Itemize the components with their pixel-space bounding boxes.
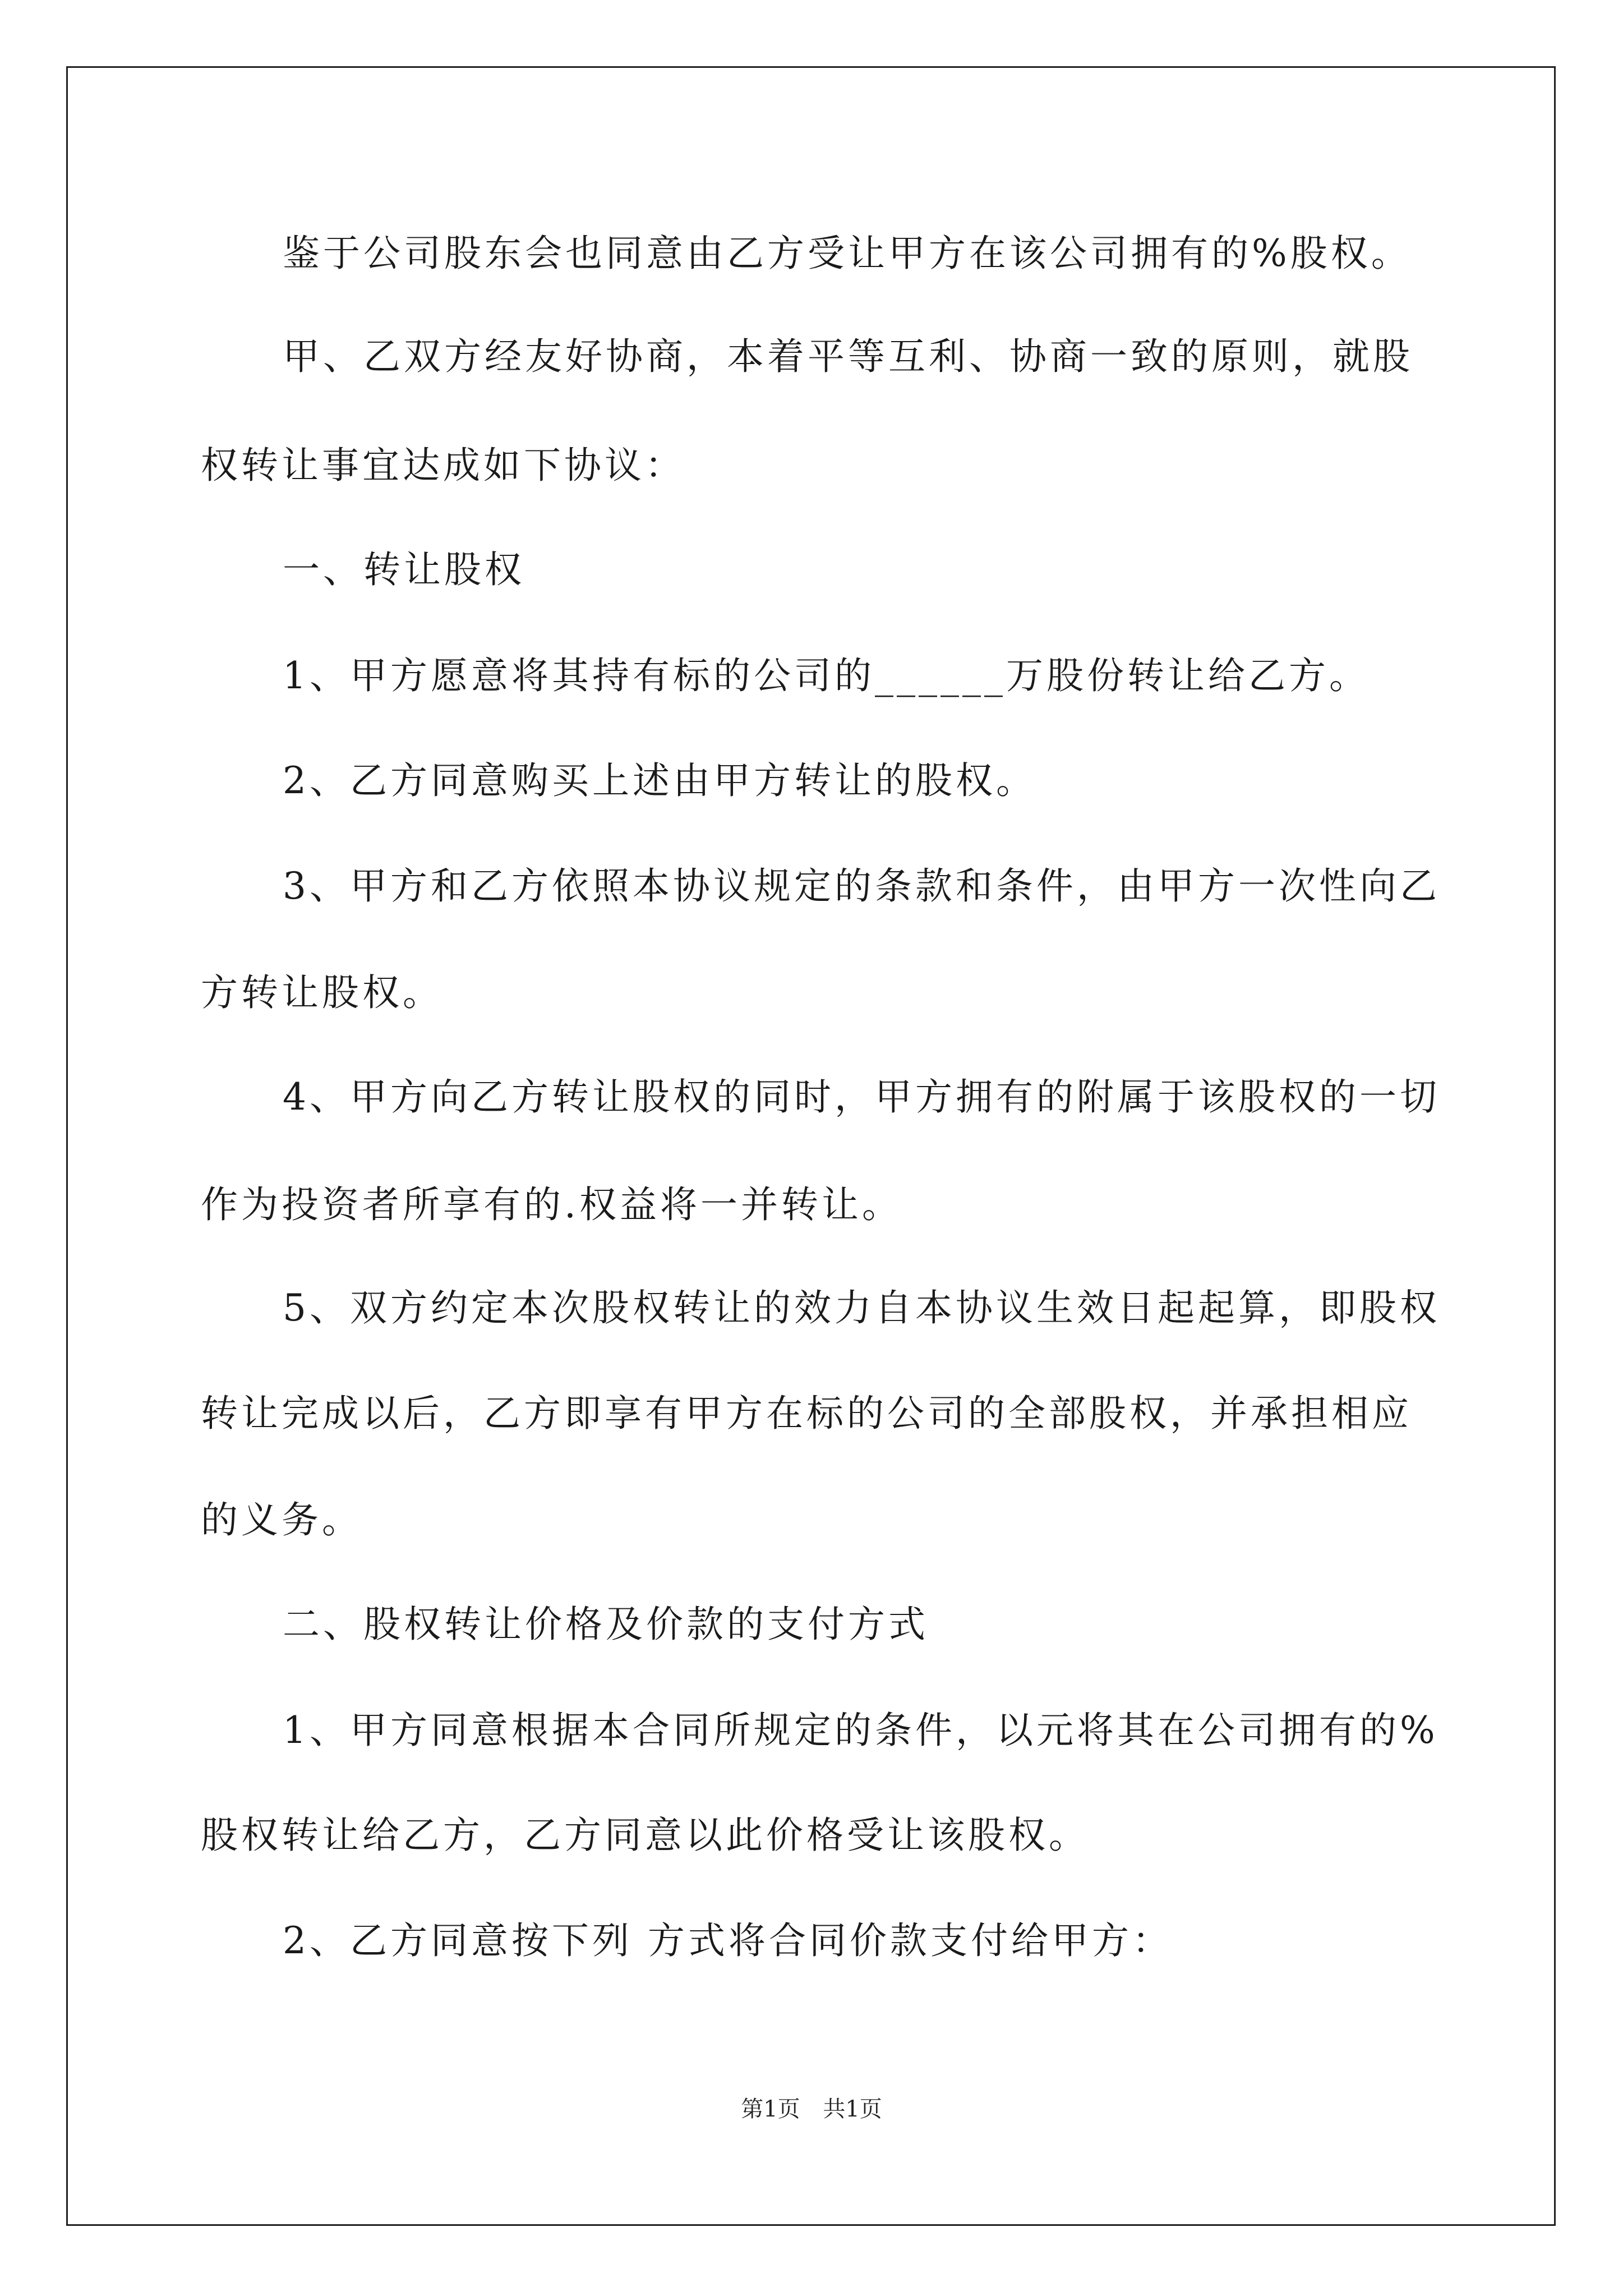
page-footer [0, 2095, 1623, 2123]
paragraph-line: 股权转让给乙方，乙方同意以此价格受让该股权。 [201, 1814, 1089, 1857]
paragraph-line: 5、双方约定本次股权转让的效力自本协议生效日起起算，即股权 [283, 1286, 1440, 1329]
paragraph-line: 权转让事宜达成如下协议： [201, 444, 685, 487]
paragraph-line: 1、甲方同意根据本合同所规定的条件，以元将其在公司拥有的% [283, 1709, 1438, 1752]
section-heading: 一、转让股权 [283, 548, 525, 591]
section-heading: 二、股权转让价格及价款的支付方式 [283, 1603, 929, 1646]
paragraph-line: 的义务。 [201, 1498, 362, 1542]
paragraph-line: 2、乙方同意购买上述由甲方转让的股权。 [283, 759, 1036, 802]
paragraph-line: 甲、乙双方经友好协商，本着平等互利、协商一致的原则，就股 [283, 335, 1413, 378]
paragraph-line: 3、甲方和乙方依照本协议规定的条款和条件，由甲方一次性向乙 [283, 864, 1440, 908]
page-number-total: 共1页 [823, 2096, 882, 2122]
paragraph-line: 转让完成以后，乙方即享有甲方在标的公司的全部股权，并承担相应 [201, 1392, 1412, 1435]
paragraph-line: 1、甲方愿意将其持有标的公司的______万股份转让给乙方。 [283, 654, 1370, 697]
page-border [66, 66, 1556, 2226]
paragraph-line: 作为投资者所享有的.权益将一并转让。 [201, 1183, 902, 1226]
paragraph-line: 4、甲方向乙方转让股权的同时，甲方拥有的附属于该股权的一切 [283, 1075, 1440, 1119]
paragraph-line: 2、乙方同意按下列 方式将合同价款支付给甲方： [283, 1919, 1173, 1962]
page-number-current: 第1页 [741, 2096, 800, 2122]
paragraph-line: 方转让股权。 [201, 971, 443, 1014]
paragraph-line: 鉴于公司股东会也同意由乙方受让甲方在该公司拥有的%股权。 [283, 232, 1412, 275]
